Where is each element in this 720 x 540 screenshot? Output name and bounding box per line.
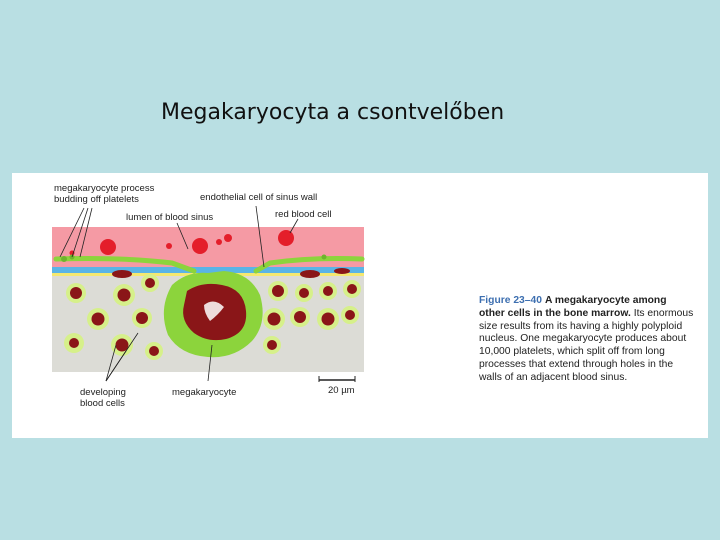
figure-panel: [12, 173, 708, 438]
label-endothelial: endothelial cell of sinus wall: [200, 192, 318, 203]
label-scale: 20 µm: [328, 385, 355, 396]
caption-body: Its enormous size results from its having a highly polyploid nucleus. One megakaryocyte produces about 10,000 platelets, which split off from long processes that extend through holes in the walls of an adjacent blood sinus.: [479, 307, 694, 383]
label-red-blood-cell: red blood cell: [275, 209, 332, 220]
red-blood-cell: [224, 234, 232, 242]
red-blood-cell: [166, 243, 172, 249]
figure-caption: [479, 295, 694, 385]
label-megakaryocyte: megakaryocyte: [172, 387, 237, 398]
megakaryocyte-diagram: [12, 173, 472, 438]
red-blood-cell: [100, 239, 116, 255]
red-blood-cell: [278, 230, 294, 246]
label-developing-line2: blood cells: [80, 398, 125, 409]
label-process-line1: megakaryocyte process: [54, 183, 155, 194]
label-process-line2: budding off platelets: [54, 194, 139, 205]
blood-sinus-lumen: [52, 227, 364, 269]
scale-bar: [319, 376, 355, 382]
megakaryocyte-cell: [164, 271, 263, 357]
red-blood-cell: [192, 238, 208, 254]
label-developing-line1: developing: [80, 387, 126, 398]
label-lumen: lumen of blood sinus: [126, 212, 214, 223]
figure-number: Figure 23–40: [479, 295, 542, 306]
red-blood-cell: [216, 239, 222, 245]
slide-title: Megakaryocyta a csontvelőben: [161, 100, 505, 125]
caption-lead: A megakaryocyte among other cells in the bone marrow.: [479, 295, 667, 319]
